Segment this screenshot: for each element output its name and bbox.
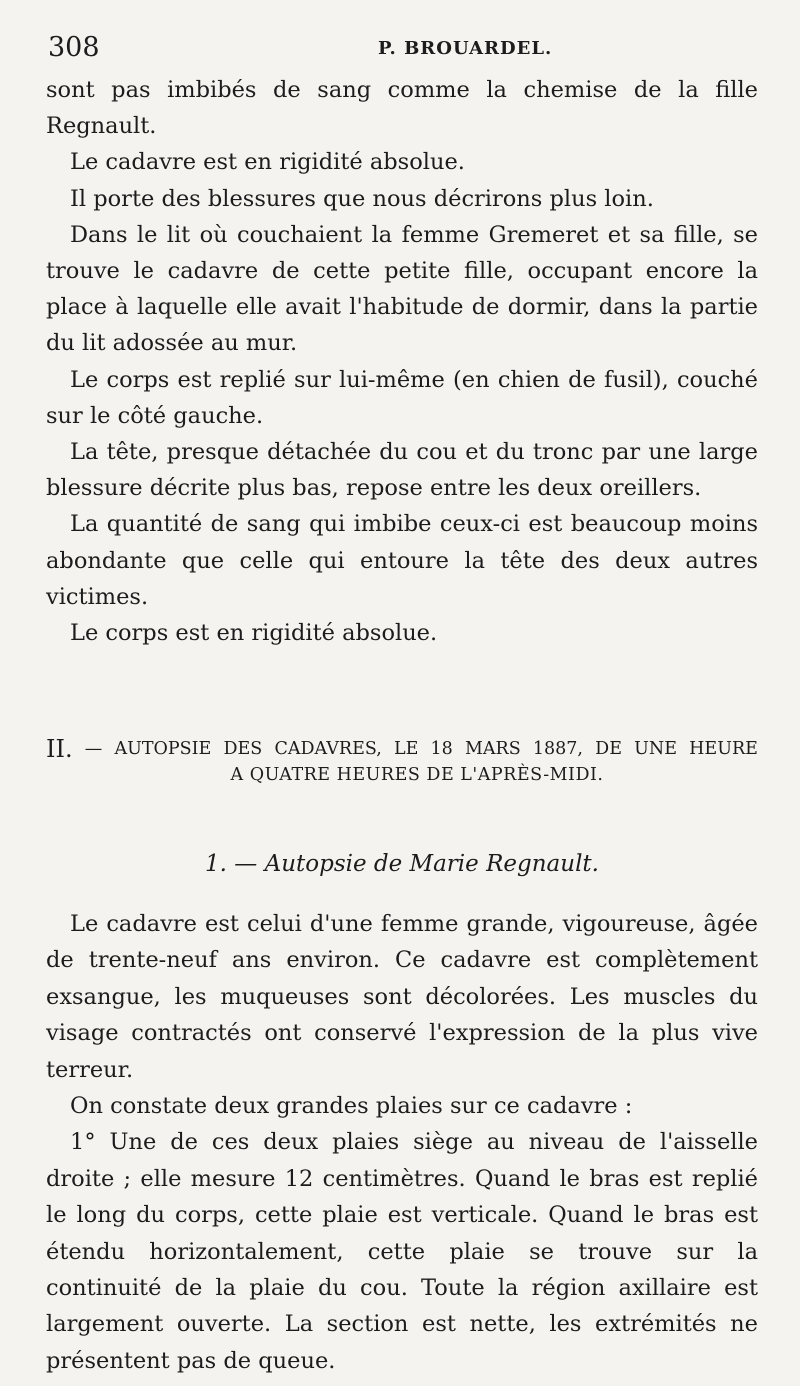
heading-word: DE	[595, 739, 622, 759]
paragraph: sont pas imbibés de sang comme la chemise de la fille Regnault.	[46, 77, 758, 140]
running-head: P. BROUARDEL.	[378, 38, 553, 59]
page-number: 308	[48, 32, 100, 63]
section-heading-line-2: A QUATRE HEURES DE L'APRÈS-MIDI.	[230, 765, 604, 785]
body-text-top	[46, 72, 758, 651]
heading-word: —	[84, 739, 103, 759]
subheading: 1. — Autopsie de Marie Regnault.	[205, 851, 599, 877]
heading-word: 18	[430, 739, 453, 759]
paragraph: Le corps est en rigidité absolue.	[70, 620, 438, 647]
section-heading	[46, 736, 758, 788]
paragraph: La quantité de sang qui imbibe ceux-ci est beaucoup moins abondante que celle qui entoure la tête des deux autres victimes.	[46, 511, 758, 610]
paragraph: 1° Une de ces deux plaies siège au niveau de l'aisselle droite ; elle mesure 12 centimètres. Quand le bras est replié le long du corps, cette plaie est verticale. Quand le bras est étendu horizontalement, cette plaie se trouve sur la continuité de la plaie du cou. Toute la région axillaire est largement ouverte. La section est nette, les extrémités ne présentent pas de queue.	[46, 1129, 758, 1374]
section-heading-line-1	[46, 736, 758, 762]
paragraph: Le cadavre est en rigidité absolue.	[70, 149, 465, 176]
section-number: II.	[46, 735, 73, 763]
paragraph: Dans le lit où couchaient la femme Gremeret et sa fille, se trouve le cadavre de cette petite fille, occupant encore la place à laquelle elle avait l'habitude de dormir, dans la partie du lit adossée au mur.	[46, 221, 758, 357]
heading-word: DES	[223, 739, 263, 759]
heading-word: 1887,	[532, 739, 583, 759]
heading-word: MARS	[464, 739, 521, 759]
paragraph: On constate deux grandes plaies sur ce cadavre :	[70, 1093, 633, 1120]
page-header	[48, 30, 756, 66]
heading-word: HEURE	[689, 739, 758, 759]
heading-word: CADAVRES,	[274, 739, 382, 759]
heading-word: UNE	[634, 739, 677, 759]
paragraph: Le cadavre est celui d'une femme grande, vigoureuse, âgée de trente-neuf ans environ. Ce cadavre est complètement exsangue, les muqueuses sont décolorées. Les muscles du visage contractés ont conservé l'expression de la plus vive terreur.	[46, 911, 758, 1083]
heading-word: AUTOPSIE	[114, 739, 212, 759]
paragraph: Il porte des blessures que nous décrirons plus loin.	[70, 185, 654, 212]
body-text-bottom	[46, 906, 758, 1379]
paragraph: La tête, presque détachée du cou et du tronc par une large blessure décrite plus bas, repose entre les deux oreillers.	[46, 439, 758, 502]
paragraph: Le corps est replié sur lui-même (en chien de fusil), couché sur le côté gauche.	[46, 366, 758, 429]
heading-word: LE	[393, 739, 419, 759]
